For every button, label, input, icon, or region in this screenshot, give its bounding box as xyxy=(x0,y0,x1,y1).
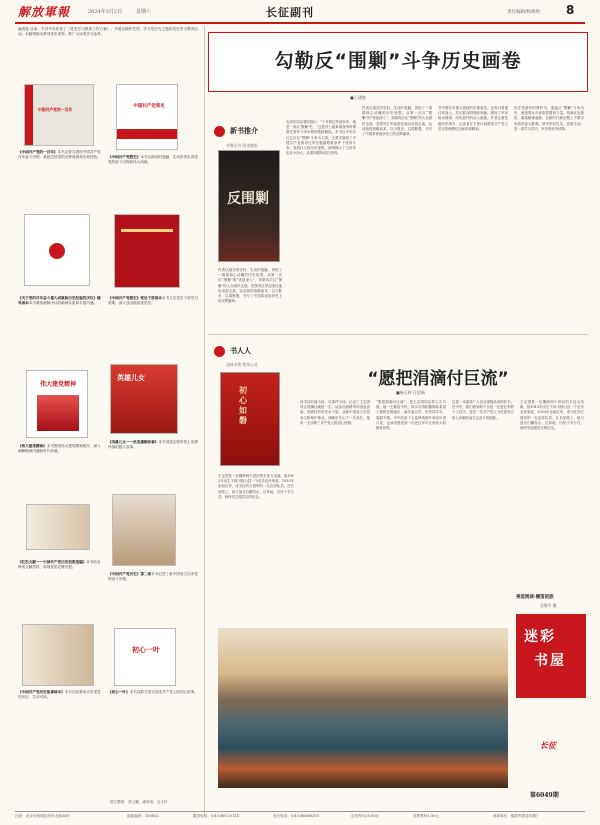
book-cover-10 xyxy=(114,628,176,686)
article1-badge-label: 新书推介 xyxy=(230,126,258,135)
book-caption-2-desc: 本书以简洁的笔触、生动的史实讲述党的奋斗历程和伟大成就。 xyxy=(108,155,198,165)
editor-note: 编者按 目前，中共中央印发了《党史学习教育工作方案》，开展以缅怀先烈、学习党史为主题的党史学习教育活动。本版特推出系列党史读物，供广大读者学习参考。 xyxy=(18,27,198,37)
footer-dept-phone: 发行电话：(010)66566350 xyxy=(273,814,319,818)
source-note: 图文整理：蔡云鹏、潘美琪、汉文轩 xyxy=(110,800,168,804)
book-cover-3 xyxy=(24,214,90,286)
book-caption-6 xyxy=(108,440,198,480)
article2-body-5: 王定国是一位横跨两个世纪的长征女英雄。她1913年出生于四川营山县一个贫苦农民家庭，1933年参加红军，成为红四方面军的一名宣传队员。在长征路上，她与战友们翻雪山、过草地，历经千辛万苦，始终坚定跟党走的信念。 xyxy=(520,400,584,431)
book-caption-8-desc: 本书记述了新中国成立以来党的奋斗历程。 xyxy=(108,572,198,582)
ad-brand-line1: 迷彩 xyxy=(524,629,556,645)
book-cover-10-title: 初心一叶 xyxy=(132,645,160,654)
book-caption-6-title: 《英雄儿女——抗美援朝故事》 xyxy=(108,440,159,444)
book-caption-4-title: 《中国共产党简史》党员干部读本 xyxy=(108,296,162,300)
book-caption-3 xyxy=(18,296,104,352)
book-caption-1-desc: 本书全景式展现中国共产党百年奋斗历程，系统总结党的光辉成就和宝贵经验。 xyxy=(18,150,101,160)
article2-author: ■杨玉辉 汪思新 xyxy=(396,390,426,395)
landscape-photo xyxy=(218,628,508,788)
article2-sub-badge: 品味书香 悦享心灵 xyxy=(226,362,258,367)
featured-book-title: 反围剿 xyxy=(227,191,269,207)
left-column-divider xyxy=(204,26,205,816)
article2-badge-label: 书人人 xyxy=(230,346,251,355)
footer-address: 社址：北京市西城区西外大街34号 xyxy=(15,814,70,818)
book-caption-9 xyxy=(18,690,104,752)
book-caption-7 xyxy=(18,560,104,616)
book-cover-1-title: 中国共产党的一百年 xyxy=(38,107,73,112)
photo-credit: 吴海军 摄 xyxy=(540,603,557,608)
book-caption-5-title: 《伟大建党精神》 xyxy=(18,444,47,448)
book-cover-8 xyxy=(112,494,176,566)
book-cover-2 xyxy=(116,84,178,150)
book-cover-2-title: 中国共产党简史 xyxy=(133,104,165,109)
ad-brand-line2: 书屋 xyxy=(534,653,566,669)
article2-body-3: “愿把涓滴付巨流”，是王定国同志的人生写照。她一生勤俭节约，却多次将积蓄捐给希望工程和贫困地区；她年逾百岁，仍坚持学习、笔耕不辍。书中收录了大量珍贵照片和亲历者口述，让读者感受到一位老红军平凡而伟大的精神世界。 xyxy=(376,400,446,431)
book-caption-7-title: 《红色文献——中国共产党历史档案选编》 xyxy=(18,560,87,564)
issue-number: 第6049期 xyxy=(530,792,559,799)
book-cover-2-band xyxy=(117,129,177,139)
article2-body-4: 这是一本值得广大官兵细细品读的好书。在书中，我们看到的不仅是一位老红军的个人经历，更是一代共产党人为民族独立和人民解放而矢志奋斗的缩影。 xyxy=(452,400,514,420)
masthead-rule xyxy=(15,22,585,24)
article-divider xyxy=(208,334,588,335)
book-cover-4-band xyxy=(121,229,173,232)
issue-date: 2024年3月2日 xyxy=(88,9,123,15)
book-caption-9-title: 《中国共产党历史故事读本》 xyxy=(18,690,65,694)
book-cover-5 xyxy=(26,370,88,438)
book-caption-5 xyxy=(18,444,104,492)
featured-book-cover xyxy=(218,150,280,262)
article2-body-1: 王定国是一位横跨两个世纪的长征女英雄。她1913年出生于四川营山县一个贫苦农民家庭，1933年参加红军，成为红四方面军的一名宣传队员。在长征路上，她与战友们翻雪山、过草地，历经千辛万苦，始终坚定跟党走的信念。 xyxy=(218,474,294,499)
book-cover-5-title: 伟大建党精神 xyxy=(39,381,76,388)
book-caption-2 xyxy=(108,155,198,195)
newspaper-logo: 解放軍報 xyxy=(18,5,71,19)
book-caption-10 xyxy=(108,690,198,738)
book-cover-1 xyxy=(24,84,94,146)
editor-credit: 责任编辑/杨俊欣 xyxy=(507,10,541,15)
book-caption-7-desc: 本书收录珍贵文献资料，再现党的光辉历程。 xyxy=(18,560,101,570)
article1-badge xyxy=(214,124,278,140)
book-cover-4 xyxy=(114,214,180,288)
page-number: 8 xyxy=(566,3,575,17)
book-caption-1 xyxy=(18,150,102,192)
book-caption-9-desc: 本书以故事形式讲述党的历史，生动可读。 xyxy=(18,690,101,700)
book-caption-6-desc: 本书讲述志愿军将士英勇作战的感人故事。 xyxy=(108,440,198,450)
book-caption-10-desc: 本书以散文形式讲述共产党人的初心故事。 xyxy=(129,690,198,694)
book-cover-7 xyxy=(26,504,90,550)
badge-dot-icon-2 xyxy=(214,346,225,357)
article2-body-2: 该书以时间为经、以事件为纬，记录了王定国同志波澜壮阔的一生。从参加西路军的浴血奋战，到被俘后的坚贞不屈；从新中国成立后投身文物保护事业，到晚年关心下一代成长，她用一生诠释了共产党人的初心使命。 xyxy=(300,400,370,425)
article1-body-1: 毛泽东同志曾经指出：“十年的红军战争史，就是一部反‘围剿’史。”这是对土地革命战争时期我党我军斗争历程的精辟概括。本书以中央苏区五次反“围剿”斗争为主线，全景式展现了中国共产党领导红军在极端艰难条件下坚持斗争、发展壮大的历史进程，深刻揭示了人民军队从小到大、从弱到强的成长密码。 xyxy=(286,120,356,156)
book-caption-1-title: 《中国共产党的一百年》 xyxy=(18,150,58,154)
article2-headline: “愿把涓滴付巨流” xyxy=(367,369,509,389)
ad-block xyxy=(516,614,586,698)
book-caption-10-title: 《初心一叶》 xyxy=(108,690,130,694)
footer-service-phone: 服务电话：(010)66720114 xyxy=(193,814,239,818)
footer-printer: 承印单位：解放军报社印刷厂 xyxy=(493,814,540,818)
article1-author: ■王建強 xyxy=(350,95,366,100)
book-caption-4 xyxy=(108,296,198,346)
section-title: 长征副刊 xyxy=(266,6,314,19)
book-caption-3-title: 《关于党的百年奋斗重大成就和历史经验的决议》辅导读本 xyxy=(18,296,101,306)
article2-badge xyxy=(214,344,278,360)
book-caption-4-desc: 本书立足党员干部学习需要，深入浅出地讲述党史。 xyxy=(108,296,198,306)
book-caption-5-desc: 本书围绕伟大建党精神展开，深入阐释精神内涵和时代价值。 xyxy=(18,444,101,454)
book-cover-6 xyxy=(110,364,178,434)
article1-body-1b: 作者以翔实的史料、生动的笔触，再现了一幕幕惊心动魄的历史场景。从第一次反“围剿”的“诱敌深入”，到第四次反“围剿”的大兵团伏击战，党领导红军创造性地运用游击战、运动战的战略战术，以少胜多、以弱胜强，书写了中国革命战争史上的光辉篇章。 xyxy=(218,268,282,304)
photo-caption: 视觉阅读·横笛的旅 xyxy=(516,595,554,600)
book-caption-8-title: 《中国共产党历史》第二卷 xyxy=(108,572,152,576)
book-caption-2-title: 《中国共产党简史》 xyxy=(108,155,141,159)
article1-body-2: 作者以翔实的史料、生动的笔触，再现了一幕幕惊心动魄的历史场景。从第一次反“围剿”的“诱敌深入”，到第四次反“围剿”的大兵团伏击战，党领导红军创造性地运用游击战、运动战的战略战术，以少胜多、以弱胜强，书写了中国革命战争史上的光辉篇章。 xyxy=(362,106,432,137)
book-cover-6-title: 英雄儿女 xyxy=(117,373,145,382)
party-emblem-icon xyxy=(49,243,65,259)
article1-headline: 勾勒反“围剿”斗争历史画卷 xyxy=(274,50,522,72)
masthead xyxy=(0,0,600,22)
article1-sub-badge: 书海泛舟 阅读感悟 xyxy=(226,143,258,148)
signature-note: 长征 xyxy=(540,740,556,750)
featured-book-cover-2 xyxy=(220,372,280,466)
featured-book-2-title: 初心如磐 xyxy=(239,385,247,425)
article1-body-4: 历史是最好的教科书。重温反“围剿”斗争历史，就是要从中汲取智慧和力量，传承红色基因，赓续精神血脉，在新时代新征程上不断夺取新的更大胜利。该书史料扎实、叙事生动，是一部学习党史、军史的优秀读物。 xyxy=(514,106,584,131)
book-cover-5-art xyxy=(37,395,79,431)
footer-rule xyxy=(15,811,585,812)
book-caption-8 xyxy=(108,572,198,616)
book-caption-3-desc: 本书系统阐释决议的精神实质和丰富内涵。 xyxy=(28,301,98,306)
issue-weekday: 星期六 xyxy=(136,9,152,15)
footer xyxy=(15,814,585,822)
footer-price: 定价每月29.80元 xyxy=(351,814,380,818)
footer-postcode: 邮政编码：100832 xyxy=(127,814,159,818)
footer-retail: 零售每份1.00元 xyxy=(413,814,439,818)
badge-dot-icon xyxy=(214,126,225,137)
article1-body-3: 书中既有对重大战役的宏观叙述，也有对普通红军战士、苏区群众的细致刻画，展现了军民鱼水情深、同仇敌忾的动人画面。作者注重挖掘历史细节，让读者在字里行间感悟共产党人坚定的理想信念和革命精神。 xyxy=(438,106,508,131)
book-cover-9 xyxy=(22,624,94,686)
